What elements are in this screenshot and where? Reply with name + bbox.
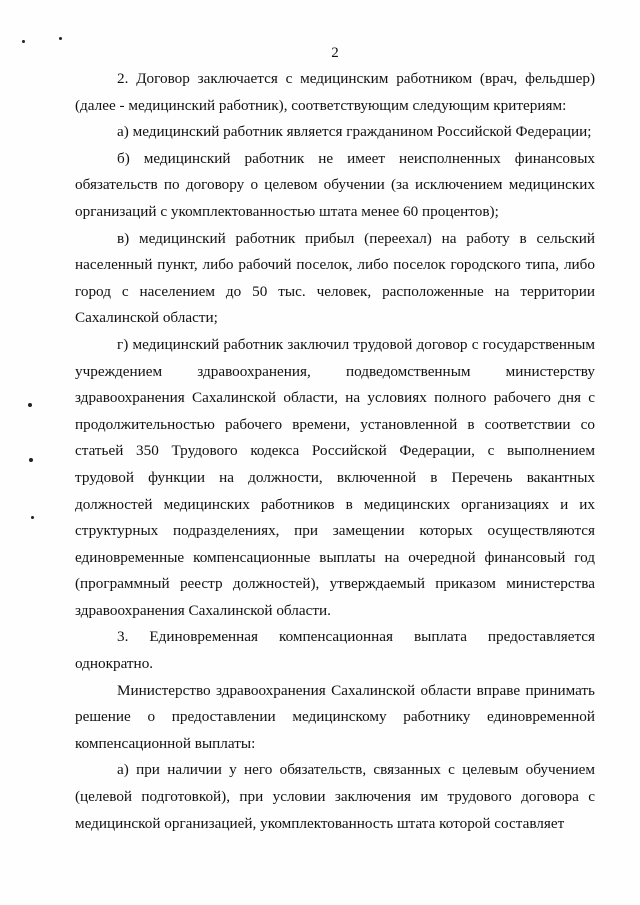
paragraph-criterion-a: а) медицинский работник является гражданином Российской Федерации; bbox=[117, 123, 592, 141]
page-number: 2 bbox=[331, 45, 339, 61]
paragraph-criterion-v: в) медицинский работник прибыл (переехал) на работу в сельский населенный пункт, либо рабочий поселок, либо поселок городского типа, либо город с населением до 50 тыс. человек, расположенные на территории Сахалинской области; bbox=[75, 229, 595, 327]
paragraph-clause-3: 3. Единовременная компенсационная выплата предоставляется однократно. bbox=[75, 628, 595, 673]
scan-speck bbox=[28, 403, 32, 407]
paragraph-ministry-decision: Министерство здравоохранения Сахалинской области вправе принимать решение о предоставлении медицинскому работнику единовременной компенсационной выплаты: bbox=[75, 681, 595, 752]
scan-speck bbox=[22, 40, 25, 43]
paragraph-criterion-g: г) медицинский работник заключил трудовой договор с государственным учреждением здравоохранения, подведомственным министерству здравоохранения Сахалинской области, на условиях полного рабочего дня с продолжительностью рабочего времени, установленной в соответствии со статьей 350 Трудового кодекса Российской Федерации, с выполнением трудовой функции на должности, включенной в Перечень вакантных должностей медицинских работников в медицинских организациях и их структурных подразделениях, при замещении которых осуществляются единовременные компенсационные выплаты на очередной финансовый год (программный реестр должностей), утверждаемый приказом министерства здравоохранения Сахалинской области. bbox=[75, 335, 595, 619]
scan-speck bbox=[31, 516, 34, 519]
scan-speck bbox=[59, 37, 62, 40]
document-body bbox=[75, 66, 595, 837]
paragraph-criterion-b: б) медицинский работник не имеет неисполненных финансовых обязательств по договору о целевом обучении (за исключением медицинских организаций с укомплектованностью штата менее 60 процентов); bbox=[75, 149, 595, 220]
paragraph-decision-a: а) при наличии у него обязательств, связанных с целевым обучением (целевой подготовкой), при условии заключения им трудового договора с медицинской организацией, укомплектованность штата которой составляет bbox=[75, 761, 595, 832]
paragraph-clause-2: 2. Договор заключается с медицинским работником (врач, фельдшер) (далее - медицинский работник), соответствующим следующим критериям: bbox=[75, 70, 595, 114]
scan-speck bbox=[29, 458, 33, 462]
